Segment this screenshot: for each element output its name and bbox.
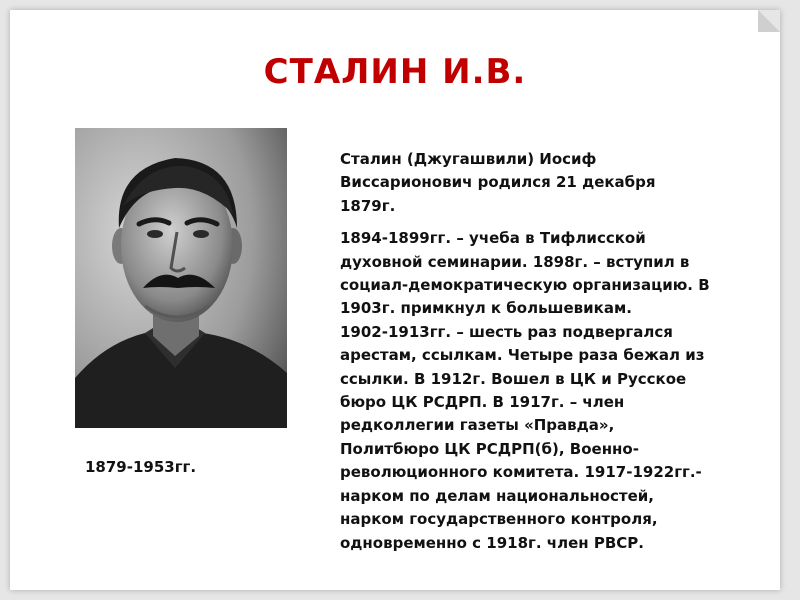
bio-line: одновременно с 1918г. член РВСР. <box>340 533 644 552</box>
slide-title: СТАЛИН И.В. <box>263 52 527 92</box>
portrait-image <box>75 128 287 428</box>
bio-line: ссылки. В 1912г. Вошел в ЦК и Русское <box>340 369 687 388</box>
biography-body-paragraph <box>340 227 760 555</box>
bio-line: Сталин (Джугашвили) Иосиф <box>340 150 597 168</box>
bio-line: 1902-1913гг. – шесть раз подвергался <box>340 322 673 341</box>
bio-line: Виссарионович родился 21 декабря <box>340 173 656 192</box>
bio-line: арестам, ссылкам. Четыре раза бежал из <box>340 346 705 365</box>
bio-line: нарком государственного контроля, <box>340 510 658 529</box>
biography-text <box>340 148 760 555</box>
portrait-photo <box>75 128 287 428</box>
biography-lead-paragraph <box>340 148 760 218</box>
bio-line: редколлегии газеты «Правда», <box>340 416 615 435</box>
bio-line: социал-демократическую организацию. В <box>340 276 710 295</box>
bio-line: 1879г. <box>340 196 396 215</box>
bio-line: духовной семинарии. 1898г. – вступил в <box>340 252 690 271</box>
bio-line: революционного комитета. 1917-1922гг.- <box>340 463 702 482</box>
bio-line: нарком по делам национальностей, <box>340 486 654 505</box>
bio-line: 1894-1899гг. – учеба в Тифлисской <box>340 229 646 248</box>
page-corner-fold <box>758 10 780 32</box>
bio-line: Политбюро ЦК РСДРП(б), Военно- <box>340 439 639 458</box>
bio-line: бюро ЦК РСДРП. В 1917г. – член <box>340 393 625 412</box>
bio-line: 1903г. примкнул к большевикам. <box>340 299 632 318</box>
life-years-caption: 1879-1953гг. <box>85 458 197 476</box>
